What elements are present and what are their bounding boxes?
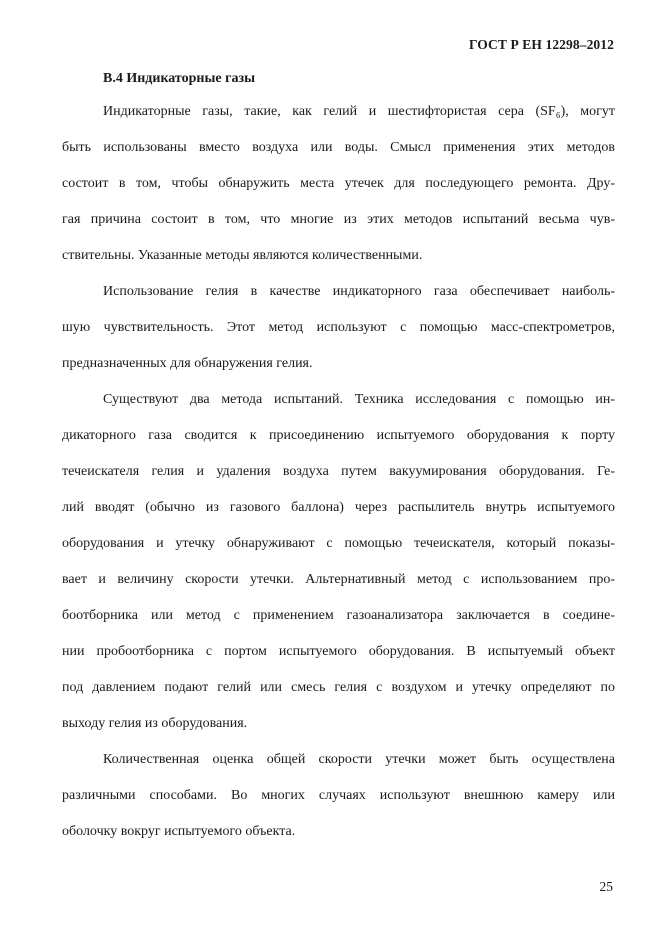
paragraph-tracer-gases-intro: [62, 94, 615, 274]
paragraph-line: оборудования и утечку обнаруживают с помощью течеискателя, который показы-: [62, 536, 615, 551]
paragraph-line: вает и величину скорости утечки. Альтернативный метод с использованием про-: [62, 572, 615, 587]
paragraph-line: течеискателя гелия и удаления воздуха путем вакуумирования оборудования. Ге-: [62, 464, 615, 479]
paragraph-line: ствительны. Указанные методы являются количественными.: [62, 248, 423, 263]
paragraph-helium-sensitivity: [62, 274, 615, 382]
page-number: 25: [599, 879, 613, 894]
paragraph-line: Индикаторные газы, такие, как гелий и шестифтористая сера (SF₆), могут: [103, 104, 615, 119]
section-title: В.4 Индикаторные газы: [103, 71, 256, 86]
paragraph-line: дикаторного газа сводится к присоединению испытуемого оборудования к порту: [62, 428, 615, 443]
paragraph-line: состоит в том, чтобы обнаружить места утечек для последующего ремонта. Дру-: [62, 176, 615, 191]
paragraph-quantitative-assessment: [62, 742, 615, 850]
paragraph-line: различными способами. Во многих случаях используют внешнюю камеру или: [62, 788, 615, 803]
paragraph-line: шую чувствительность. Этот метод используют с помощью масс-спектрометров,: [62, 320, 615, 335]
paragraph-test-methods: [62, 382, 615, 742]
paragraph-line: нии пробоотборника с портом испытуемого оборудования. В испытуемый объект: [62, 644, 615, 659]
paragraph-line: Использование гелия в качестве индикаторного газа обеспечивает наиболь-: [103, 284, 615, 299]
paragraph-line: выходу гелия из оборудования.: [62, 716, 248, 731]
paragraph-line: оболочку вокруг испытуемого объекта.: [62, 824, 296, 839]
paragraph-line: предназначенных для обнаружения гелия.: [62, 356, 313, 371]
paragraph-line: Количественная оценка общей скорости утечки может быть осуществлена: [103, 752, 615, 767]
document-code-header: ГОСТ Р ЕН 12298–2012: [468, 37, 614, 52]
paragraph-line: Существуют два метода испытаний. Техника исследования с помощью ин-: [103, 392, 615, 407]
paragraph-line: гая причина состоит в том, что многие из этих методов испытаний весьма чув-: [62, 212, 615, 227]
paragraph-line: под давлением подают гелий или смесь гелия с воздухом и утечку определяют по: [62, 680, 615, 695]
paragraph-line: боотборника или метод с применением газоанализатора заключается в соедине-: [62, 608, 615, 623]
paragraph-line: лий вводят (обычно из газового баллона) через распылитель внутрь испытуемого: [62, 500, 615, 515]
paragraph-line: быть использованы вместо воздуха или воды. Смысл применения этих методов: [62, 140, 615, 155]
page-content: [62, 64, 615, 850]
